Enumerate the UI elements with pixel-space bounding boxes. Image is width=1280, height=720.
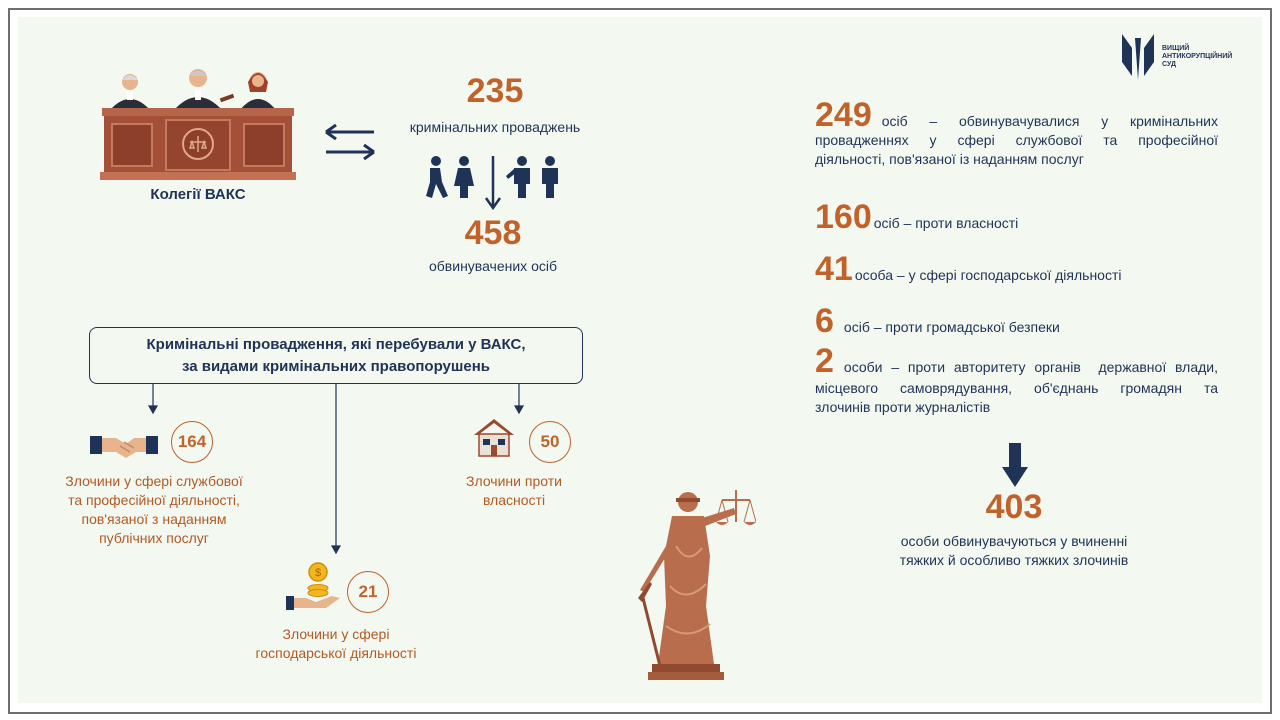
category-3-line-1: Злочини у сфері bbox=[282, 626, 390, 642]
logo-line-3: СУД bbox=[1162, 61, 1176, 68]
category-box-line-1: Кримінальні провадження, які перебували у ВАКС, bbox=[146, 335, 526, 353]
stat-160 bbox=[815, 198, 1218, 237]
court-label: Колегії ВАКС bbox=[150, 186, 246, 203]
category-1-line-2: та професійної діяльності, bbox=[68, 492, 240, 508]
category-2-value: 50 bbox=[529, 421, 571, 463]
category-1-value: 164 bbox=[171, 421, 213, 463]
stat-41 bbox=[815, 250, 1218, 289]
handshake-icon bbox=[90, 428, 158, 467]
category-2-line-2: власності bbox=[482, 492, 546, 508]
house-icon bbox=[472, 415, 516, 464]
cases-caption: кримінальних проваджень bbox=[409, 119, 581, 135]
total-line-1: особи обвинувачуються у вчиненні bbox=[900, 533, 1128, 549]
total-line-2: тяжких й особливо тяжких злочинів bbox=[899, 552, 1129, 568]
stat-41-value: 41 bbox=[815, 250, 853, 288]
total-value: 403 bbox=[985, 488, 1043, 526]
lady-justice-icon bbox=[636, 486, 756, 687]
category-1-line-3: пов'язаної з наданням bbox=[81, 511, 227, 527]
cases-value: 235 bbox=[466, 72, 524, 110]
stat-249-value: 249 bbox=[815, 96, 872, 134]
accused-caption: обвинувачених осіб bbox=[429, 258, 557, 274]
stat-160-text: осіб – проти власності bbox=[873, 215, 1019, 231]
category-box-line-2: за видами кримінальних правопорушень bbox=[181, 357, 491, 375]
accused-value: 458 bbox=[464, 214, 522, 252]
category-2-line-1: Злочини проти bbox=[466, 473, 562, 489]
stat-2-text-3: злочинів проти журналістів bbox=[815, 399, 991, 415]
stat-6-value: 6 bbox=[815, 302, 834, 340]
stat-249-text-3: діяльності, пов'язаної із наданням послуг bbox=[815, 151, 1084, 167]
category-3-line-2: господарської діяльності bbox=[255, 645, 417, 661]
stat-249-text-2: провадженнях у сфері службової та професійної bbox=[815, 132, 1218, 148]
category-3-value: 21 bbox=[347, 571, 389, 613]
stat-6-text: осіб – проти громадської безпеки bbox=[843, 319, 1060, 335]
stat-6 bbox=[815, 302, 1218, 341]
logo-line-2: АНТИКОРУПЦІЙНИЙ bbox=[1162, 53, 1233, 60]
stat-160-value: 160 bbox=[815, 198, 872, 236]
category-2-caption bbox=[434, 472, 594, 510]
stat-249-text-1: осіб – обвинувачувалися у кримінальних bbox=[881, 113, 1218, 129]
svg-text:$: $ bbox=[314, 567, 322, 579]
category-3-caption bbox=[226, 625, 446, 663]
stat-2-text-2: місцевого самоврядування, об'єднань громадян та bbox=[815, 380, 1218, 396]
stat-41-text: особа – у сфері господарської діяльності bbox=[854, 267, 1122, 283]
total-caption bbox=[854, 532, 1174, 570]
stat-2-text-1: особи – проти авторитету органів державної влади, bbox=[843, 359, 1218, 375]
category-1-caption bbox=[48, 472, 260, 548]
stat-249 bbox=[815, 96, 1218, 169]
coin-hand-icon bbox=[286, 560, 342, 617]
category-1-line-1: Злочини у сфері службової bbox=[65, 473, 243, 489]
category-1-line-4: публічних послуг bbox=[99, 530, 209, 546]
stat-2-value: 2 bbox=[815, 342, 834, 380]
logo-line-1: ВИЩИЙ bbox=[1162, 45, 1190, 52]
down-arrow-icon bbox=[1002, 443, 1028, 494]
stat-2 bbox=[815, 342, 1218, 417]
